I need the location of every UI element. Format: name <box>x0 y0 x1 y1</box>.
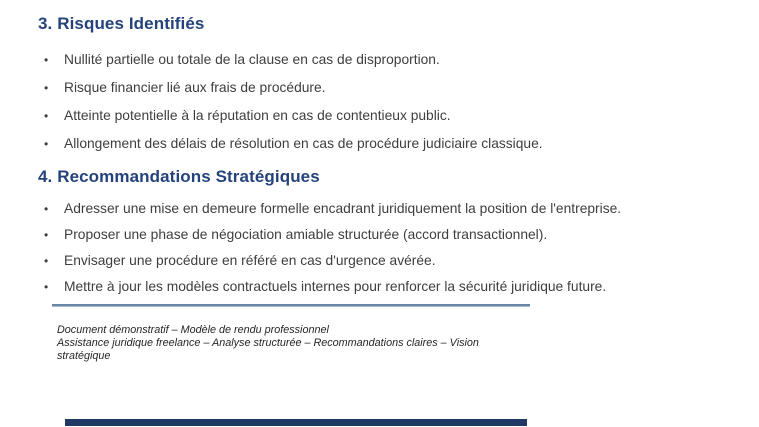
footnote-line: stratégique <box>57 350 111 362</box>
bullet-icon: • <box>44 137 49 151</box>
page-bottom-bar <box>65 419 527 426</box>
footnote-line: Assistance juridique freelance – Analyse structurée – Recommandations claires – Vision <box>57 337 479 349</box>
list-item-text: Nullité partielle ou totale de la clause en cas de disproportion. <box>64 52 440 67</box>
bullet-icon: • <box>44 254 49 268</box>
list-item <box>38 51 759 69</box>
list-item-text: Risque financier lié aux frais de procédure. <box>64 80 326 95</box>
bullet-icon: • <box>44 53 49 67</box>
recommandations-bullet-list <box>38 200 759 296</box>
list-item <box>38 135 759 153</box>
footnote-line: Document démonstratif – Modèle de rendu professionnel <box>57 324 329 336</box>
footer-divider-rule <box>52 304 530 307</box>
list-item-text: Mettre à jour les modèles contractuels internes pour renforcer la sécurité juridique future. <box>64 279 607 294</box>
list-item <box>38 200 759 218</box>
list-item <box>38 252 759 270</box>
bullet-icon: • <box>44 228 49 242</box>
list-item-text: Adresser une mise en demeure formelle encadrant juridiquement la position de l'entreprise. <box>64 201 622 216</box>
list-item-text: Allongement des délais de résolution en cas de procédure judiciaire classique. <box>64 136 543 151</box>
section-heading-risques: 3. Risques Identifiés <box>38 14 205 33</box>
list-item-text: Atteinte potentielle à la réputation en cas de contentieux public. <box>64 108 451 123</box>
list-item-text: Envisager une procédure en référé en cas d'urgence avérée. <box>64 253 436 268</box>
list-item <box>38 107 759 125</box>
bullet-icon: • <box>44 280 49 294</box>
footnote-block <box>57 324 507 363</box>
risques-bullet-list <box>38 51 759 153</box>
list-item-text: Proposer une phase de négociation amiable structurée (accord transactionnel). <box>64 227 548 242</box>
list-item <box>38 226 759 244</box>
list-item <box>38 278 759 296</box>
list-item <box>38 79 759 97</box>
bullet-icon: • <box>44 109 49 123</box>
section-heading-recommandations: 4. Recommandations Stratégiques <box>38 167 320 186</box>
bullet-icon: • <box>44 202 49 216</box>
bullet-icon: • <box>44 81 49 95</box>
